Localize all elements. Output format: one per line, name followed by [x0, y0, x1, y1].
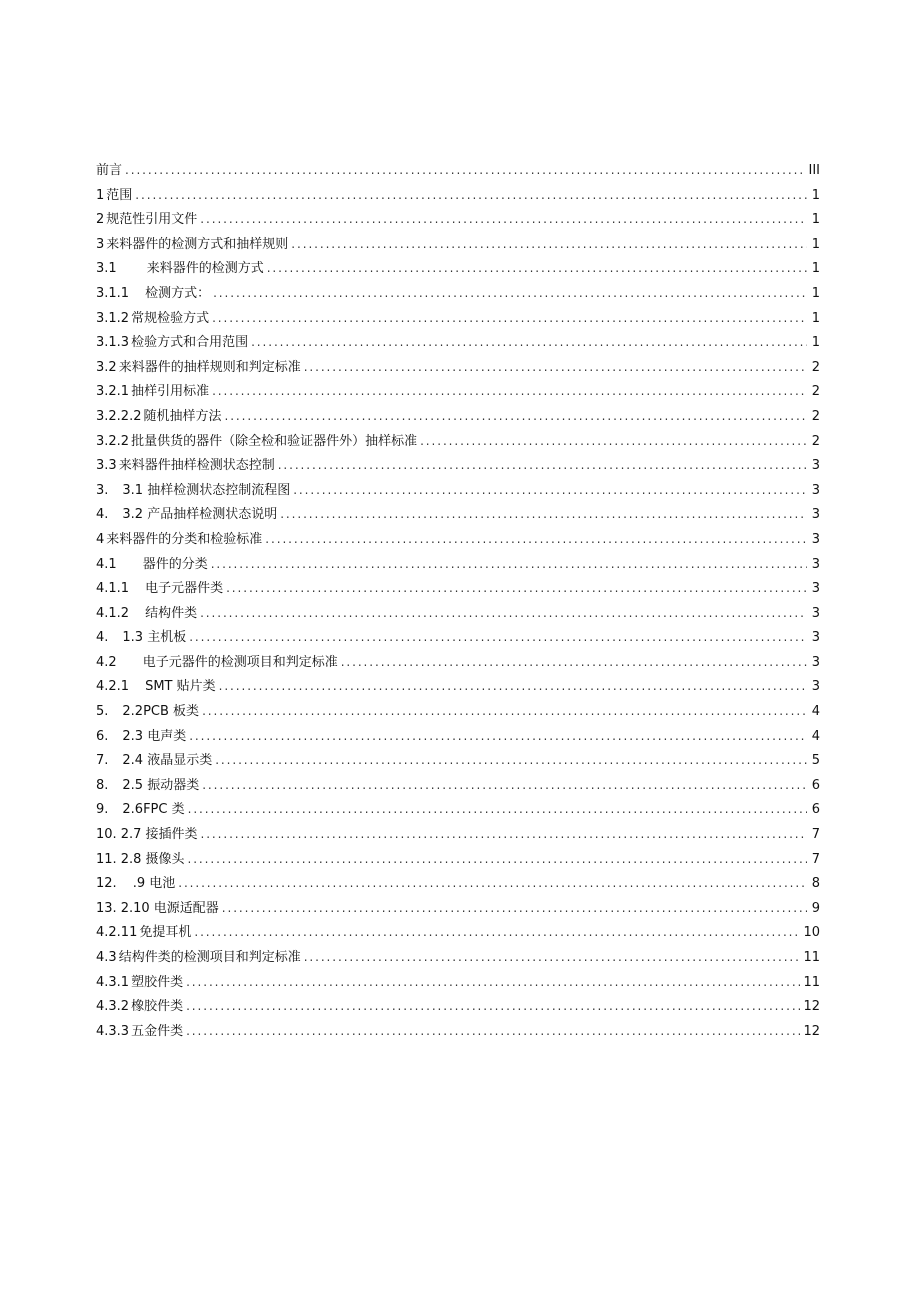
- toc-entry-title: 2.3 电声类: [122, 728, 187, 744]
- toc-entry[interactable]: [96, 502, 820, 527]
- toc-entry-number: 8.: [96, 777, 109, 793]
- toc-leader-dots: [211, 552, 807, 577]
- toc-entry-title: 2.6FPC 类: [122, 802, 185, 818]
- toc-entry[interactable]: [96, 699, 820, 724]
- toc-entry-title: 2.7 接插件类: [120, 827, 198, 843]
- toc-leader-dots: [212, 379, 807, 404]
- toc-leader-dots: [341, 650, 807, 675]
- toc-entry-title: 来料器件的检测方式: [146, 261, 264, 277]
- toc-entry-number: 3.: [96, 482, 109, 498]
- toc-entry-page-number: 1: [811, 236, 820, 252]
- toc-entry-title: 3.1 抽样检测状态控制流程图: [122, 482, 291, 498]
- toc-entry-page-number: 3: [811, 507, 820, 523]
- toc-entry-page-number: 6: [811, 802, 820, 818]
- toc-entry[interactable]: [96, 724, 820, 749]
- toc-entry[interactable]: [96, 453, 820, 478]
- toc-entry[interactable]: [96, 552, 820, 577]
- toc-entry[interactable]: [96, 773, 820, 798]
- toc-leader-dots: [420, 429, 807, 454]
- toc-leader-dots: [188, 847, 808, 872]
- toc-entry-page-number: 6: [811, 777, 820, 793]
- toc-entry[interactable]: [96, 601, 820, 626]
- toc-entry-number: 10.: [96, 827, 117, 843]
- toc-entry-title: 结构件类的检测项目和判定标准: [118, 950, 301, 965]
- toc-entry-title: 电子元器件类: [145, 581, 224, 597]
- toc-entry-number: 4.3.2: [96, 999, 130, 1015]
- toc-leader-dots: [202, 773, 807, 798]
- toc-entry[interactable]: [96, 478, 820, 503]
- toc-entry-page-number: 2: [811, 359, 820, 375]
- toc-entry[interactable]: [96, 158, 820, 183]
- toc-entry[interactable]: [96, 281, 820, 306]
- toc-entry-title: 范围: [106, 187, 133, 203]
- toc-entry-title: 五金件类: [131, 1023, 184, 1039]
- toc-entry-number: 4.1: [96, 556, 117, 572]
- toc-entry-number: 4.1.1: [96, 581, 130, 597]
- toc-entry-title: 来料器件的分类和检验标准: [106, 531, 263, 547]
- toc-entry-number: 4.2: [96, 654, 117, 670]
- toc-entry[interactable]: [96, 429, 820, 454]
- toc-entry-title: 批量供货的器件（除全检和验证器件外）抽样标准: [131, 433, 418, 449]
- toc-leader-dots: [304, 355, 807, 380]
- toc-entry[interactable]: [96, 920, 820, 945]
- toc-leader-dots: [280, 502, 807, 527]
- toc-leader-dots: [225, 404, 808, 429]
- toc-leader-dots: [200, 601, 807, 626]
- toc-entry-number: 5.: [96, 704, 109, 720]
- toc-leader-dots: [265, 527, 807, 552]
- toc-entry-number: 6.: [96, 728, 109, 744]
- toc-entry[interactable]: [96, 994, 820, 1019]
- toc-entry[interactable]: [96, 355, 820, 380]
- toc-entry[interactable]: [96, 797, 820, 822]
- toc-entry-title: 3.2 产品抽样检测状态说明: [122, 507, 278, 523]
- toc-entry-number: 3.1.1: [96, 285, 130, 301]
- toc-entry-title: 结构件类: [145, 605, 198, 621]
- toc-entry-number: 4.: [96, 507, 109, 523]
- toc-entry-page-number: 11: [803, 974, 820, 990]
- toc-leader-dots: [194, 920, 800, 945]
- toc-entry[interactable]: [96, 970, 820, 995]
- toc-entry-page-number: 7: [811, 851, 820, 867]
- toc-entry-title: 来料器件的检测方式和抽样规则: [106, 236, 289, 252]
- toc-entry-number: 4.: [96, 630, 109, 646]
- toc-entry-page-number: 1: [811, 187, 820, 203]
- toc-entry[interactable]: [96, 207, 820, 232]
- toc-entry-page-number: 3: [811, 482, 820, 498]
- toc-leader-dots: [291, 232, 807, 257]
- toc-leader-dots: [226, 576, 807, 601]
- toc-entry-number: 4.3.1: [96, 974, 130, 990]
- toc-entry-number: 3.1.3: [96, 335, 130, 351]
- toc-entry[interactable]: [96, 871, 820, 896]
- toc-entry-number: 7.: [96, 753, 109, 769]
- toc-entry-number: 3.2.2: [96, 433, 130, 449]
- toc-entry-number: 3.1: [96, 261, 117, 277]
- toc-entry-page-number: 1: [811, 310, 820, 326]
- toc-entry-title: 器件的分类: [142, 556, 208, 572]
- toc-leader-dots: [188, 797, 807, 822]
- toc-entry-title: 前言: [96, 163, 123, 178]
- toc-leader-dots: [267, 256, 807, 281]
- toc-entry[interactable]: [96, 379, 820, 404]
- toc-entry-title: 免提耳机: [139, 925, 192, 941]
- toc-entry-number: 4: [96, 531, 105, 547]
- toc-leader-dots: [293, 478, 807, 503]
- toc-entry-page-number: 2: [811, 408, 820, 424]
- toc-entry-number: 4.1.2: [96, 605, 130, 621]
- toc-entry[interactable]: [96, 674, 820, 699]
- toc-entry-number: 4.2.1: [96, 679, 130, 695]
- toc-entry-title: 随机抽样方法: [143, 408, 222, 424]
- toc-entry-title: 常规检验方式: [131, 310, 210, 326]
- toc-entry-page-number: 3: [811, 630, 820, 646]
- toc-leader-dots: [222, 896, 807, 921]
- toc-entry[interactable]: [96, 330, 820, 355]
- toc-entry[interactable]: [96, 650, 820, 675]
- toc-entry-title: 来料器件抽样检测状态控制: [118, 458, 275, 474]
- toc-leader-dots: [212, 306, 807, 331]
- toc-entry-number: 13.: [96, 900, 117, 916]
- toc-leader-dots: [219, 674, 807, 699]
- toc-entry-page-number: 12: [803, 1023, 820, 1039]
- toc-entry-number: 4.2.11: [96, 925, 138, 941]
- toc-entry-title: 抽样引用标准: [131, 384, 210, 400]
- toc-entry-title: 电子元器件的检测项目和判定标准: [142, 654, 338, 670]
- toc-entry[interactable]: [96, 1019, 820, 1044]
- toc-entry-page-number: 1: [811, 212, 820, 228]
- toc-entry-title: 来料器件的抽样规则和判定标准: [118, 359, 301, 375]
- toc-entry-page-number: 3: [811, 605, 820, 621]
- toc-entry-page-number: 10: [803, 925, 820, 941]
- toc-entry-page-number: 8: [811, 876, 820, 892]
- toc-entry-page-number: 3: [811, 458, 820, 474]
- toc-entry-page-number: 1: [811, 261, 820, 277]
- toc-entry-title: .9 电池: [132, 876, 176, 892]
- toc-leader-dots: [125, 158, 805, 183]
- toc-entry[interactable]: [96, 256, 820, 281]
- toc-entry-number: 12.: [96, 876, 117, 892]
- toc-entry-page-number: 3: [811, 654, 820, 670]
- toc-entry[interactable]: [96, 183, 820, 208]
- toc-entry-number: 4.3: [96, 950, 117, 965]
- toc-leader-dots: [213, 281, 807, 306]
- toc-entry-page-number: 9: [811, 900, 820, 916]
- toc-leader-dots: [202, 699, 807, 724]
- toc-entry-title: 2.5 振动器类: [122, 777, 200, 793]
- toc-entry-number: 3.2: [96, 359, 117, 375]
- toc-entry[interactable]: [96, 822, 820, 847]
- toc-entry-number: 9.: [96, 802, 109, 818]
- toc-entry-title: 检测方式：: [145, 285, 211, 301]
- toc-entry-title: 2.8 摄像头: [120, 851, 185, 867]
- toc-entry-page-number: 2: [811, 433, 820, 449]
- toc-entry-number: 3.3: [96, 458, 117, 474]
- toc-leader-dots: [189, 724, 807, 749]
- toc-entry[interactable]: [96, 625, 820, 650]
- toc-leader-dots: [189, 625, 807, 650]
- toc-leader-dots: [278, 453, 807, 478]
- toc-entry-page-number: 3: [811, 556, 820, 572]
- toc-leader-dots: [304, 945, 801, 970]
- toc-entry-page-number: 3: [811, 679, 820, 695]
- toc-entry-page-number: 12: [803, 999, 820, 1015]
- toc-entry[interactable]: [96, 404, 820, 429]
- toc-entry-number: 2: [96, 212, 105, 228]
- toc-entry-title: 2.10 电源适配器: [120, 900, 219, 916]
- toc-entry-page-number: 11: [803, 950, 820, 965]
- toc-leader-dots: [186, 970, 800, 995]
- toc-entry-title: 橡胶件类: [131, 999, 184, 1015]
- toc-entry[interactable]: [96, 896, 820, 921]
- toc-leader-dots: [186, 1019, 800, 1044]
- toc-entry-title: SMT 贴片类: [145, 679, 216, 695]
- toc-entry-page-number: 1: [811, 335, 820, 351]
- toc-entry-title: 规范性引用文件: [106, 212, 198, 228]
- toc-entry-page-number: 1: [811, 285, 820, 301]
- toc-entry[interactable]: [96, 306, 820, 331]
- toc-entry[interactable]: [96, 527, 820, 552]
- toc-entry-page-number: 3: [811, 581, 820, 597]
- toc-entry-number: 3: [96, 236, 105, 252]
- toc-entry-number: 11.: [96, 851, 117, 867]
- toc-entry-page-number: 3: [811, 531, 820, 547]
- toc-entry-title: 1.3 主机板: [122, 630, 187, 646]
- toc-entry-title: 2.2PCB 板类: [122, 704, 200, 720]
- toc-entry[interactable]: [96, 232, 820, 257]
- toc-leader-dots: [135, 183, 807, 208]
- toc-entry-title: 2.4 液晶显示类: [122, 753, 213, 769]
- toc-entry-number: 3.2.1: [96, 384, 130, 400]
- toc-entry-title: 塑胶件类: [131, 974, 184, 990]
- toc-entry[interactable]: [96, 748, 820, 773]
- toc-entry-page-number: III: [808, 163, 820, 178]
- toc-entry-number: 3.2.2.2: [96, 408, 142, 424]
- toc-entry-page-number: 2: [811, 384, 820, 400]
- toc-leader-dots: [201, 822, 808, 847]
- toc-entry-page-number: 4: [811, 728, 820, 744]
- toc-entry[interactable]: [96, 945, 820, 970]
- toc-leader-dots: [215, 748, 807, 773]
- table-of-contents: [96, 158, 820, 1043]
- toc-entry[interactable]: [96, 847, 820, 872]
- toc-entry-page-number: 4: [811, 704, 820, 720]
- toc-entry-number: 1: [96, 187, 105, 203]
- toc-entry-page-number: 7: [811, 827, 820, 843]
- toc-entry-page-number: 5: [811, 753, 820, 769]
- toc-leader-dots: [200, 207, 807, 232]
- toc-entry-number: 3.1.2: [96, 310, 130, 326]
- toc-leader-dots: [178, 871, 807, 896]
- toc-entry[interactable]: [96, 576, 820, 601]
- toc-entry-title: 检验方式和合用范围: [131, 335, 249, 351]
- toc-entry-number: 4.3.3: [96, 1023, 130, 1039]
- toc-leader-dots: [251, 330, 807, 355]
- toc-leader-dots: [186, 994, 800, 1019]
